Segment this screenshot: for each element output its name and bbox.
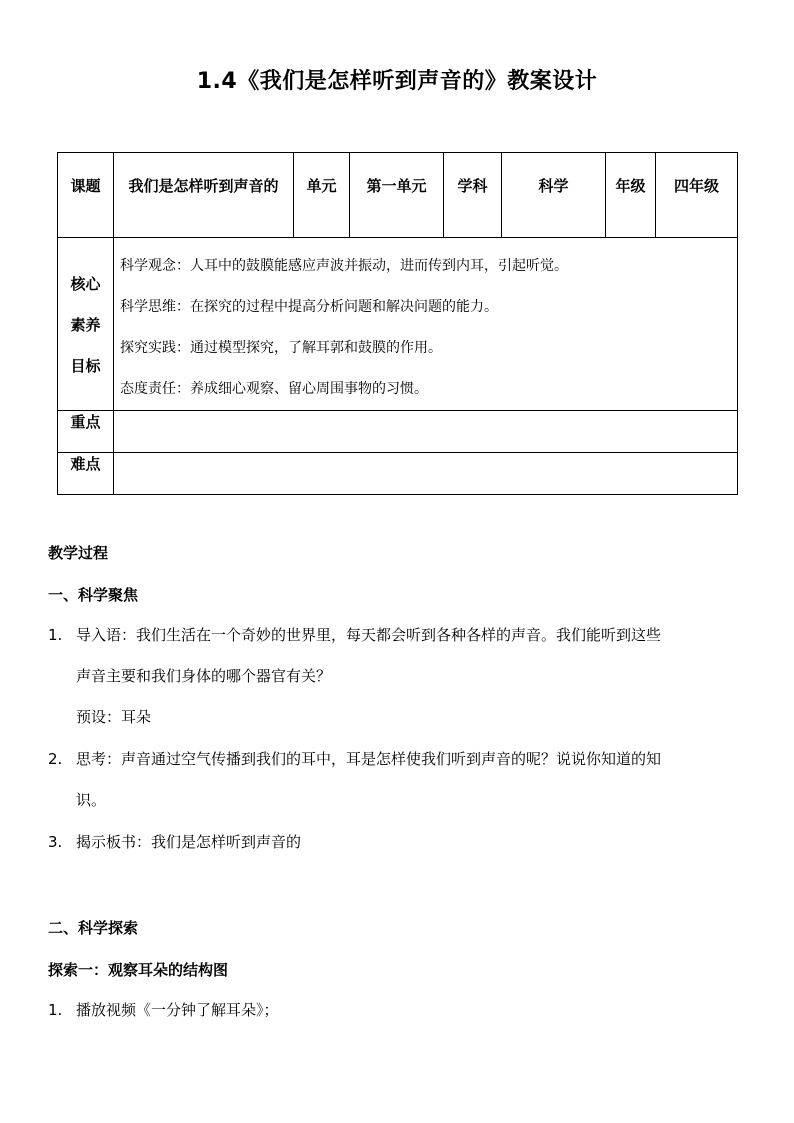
lesson-label: 课题 bbox=[70, 177, 101, 195]
unit-value: 第一单元 bbox=[366, 177, 427, 195]
subject-value: 科学 bbox=[538, 177, 569, 195]
section-explore-heading: 二、科学探索 bbox=[48, 919, 139, 937]
grade-value-cell bbox=[656, 153, 738, 238]
explore-item-1-line-1: 播放视频《一分钟了解耳朵》； bbox=[76, 1001, 279, 1019]
unit-label-cell bbox=[294, 153, 350, 238]
difficulty-value bbox=[114, 453, 738, 495]
focus-item-2-line-2: 识。 bbox=[76, 791, 107, 809]
grade-label-cell bbox=[606, 153, 656, 238]
unit-value-cell bbox=[350, 153, 444, 238]
explore-item-1 bbox=[48, 990, 748, 1031]
focus-item-1 bbox=[48, 615, 748, 738]
focus-item-2-line-1: 思考：声音通过空气传播到我们的耳中，耳是怎样使我们听到声音的呢？说说你知道的知 bbox=[76, 750, 662, 768]
lesson-info-table bbox=[57, 152, 738, 495]
grade-value: 四年级 bbox=[673, 177, 719, 195]
goal-science-concept: 科学观念：人耳中的鼓膜能感应声波并振动，进而传到内耳，引起听觉。 bbox=[120, 258, 568, 274]
goal-attitude-responsibility: 态度责任：养成细心观察、留心周围事物的习惯。 bbox=[120, 381, 428, 397]
lesson-value-cell bbox=[114, 153, 294, 238]
item-number: 1. bbox=[48, 626, 63, 644]
core-label-line-1: 核心 bbox=[70, 275, 101, 293]
key-point-value bbox=[114, 411, 738, 453]
focus-item-3-line-1: 揭示板书：我们是怎样听到声音的 bbox=[76, 833, 302, 851]
grade-label: 年级 bbox=[615, 177, 646, 195]
item-number: 1. bbox=[48, 1001, 63, 1019]
goal-science-thinking: 科学思维：在探究的过程中提高分析问题和解决问题的能力。 bbox=[120, 299, 498, 315]
item-number: 3. bbox=[48, 833, 63, 851]
item-number: 2. bbox=[48, 750, 63, 768]
focus-item-2 bbox=[48, 739, 748, 821]
difficulty-label: 难点 bbox=[58, 453, 114, 495]
focus-item-1-preset: 预设：耳朵 bbox=[76, 708, 152, 726]
core-goals-label-cell bbox=[58, 238, 114, 411]
core-label-line-3: 目标 bbox=[70, 357, 101, 375]
unit-label: 单元 bbox=[306, 177, 337, 195]
section-focus-heading: 一、科学聚焦 bbox=[48, 586, 139, 604]
focus-item-1-line-1: 导入语：我们生活在一个奇妙的世界里，每天都会听到各种各样的声音。我们能听到这些 bbox=[76, 626, 662, 644]
core-label-line-2: 素养 bbox=[70, 316, 101, 334]
lesson-label-cell bbox=[58, 153, 114, 238]
process-heading: 教学过程 bbox=[48, 544, 109, 562]
key-point-label: 重点 bbox=[58, 411, 114, 453]
lesson-value: 我们是怎样听到声音的 bbox=[128, 177, 279, 195]
document-title: 1.4《我们是怎样听到声音的》教案设计 bbox=[196, 69, 598, 94]
subject-label-cell bbox=[444, 153, 502, 238]
core-goals-content-cell bbox=[114, 238, 738, 411]
goal-inquiry-practice: 探究实践：通过模型探究，了解耳郭和鼓膜的作用。 bbox=[120, 340, 442, 356]
subject-label: 学科 bbox=[457, 177, 488, 195]
explore-sub-heading: 探索一：观察耳朵的结构图 bbox=[48, 961, 229, 979]
focus-item-1-line-2: 声音主要和我们身体的哪个器官有关？ bbox=[76, 667, 332, 685]
focus-item-3 bbox=[48, 822, 748, 863]
subject-value-cell bbox=[502, 153, 606, 238]
